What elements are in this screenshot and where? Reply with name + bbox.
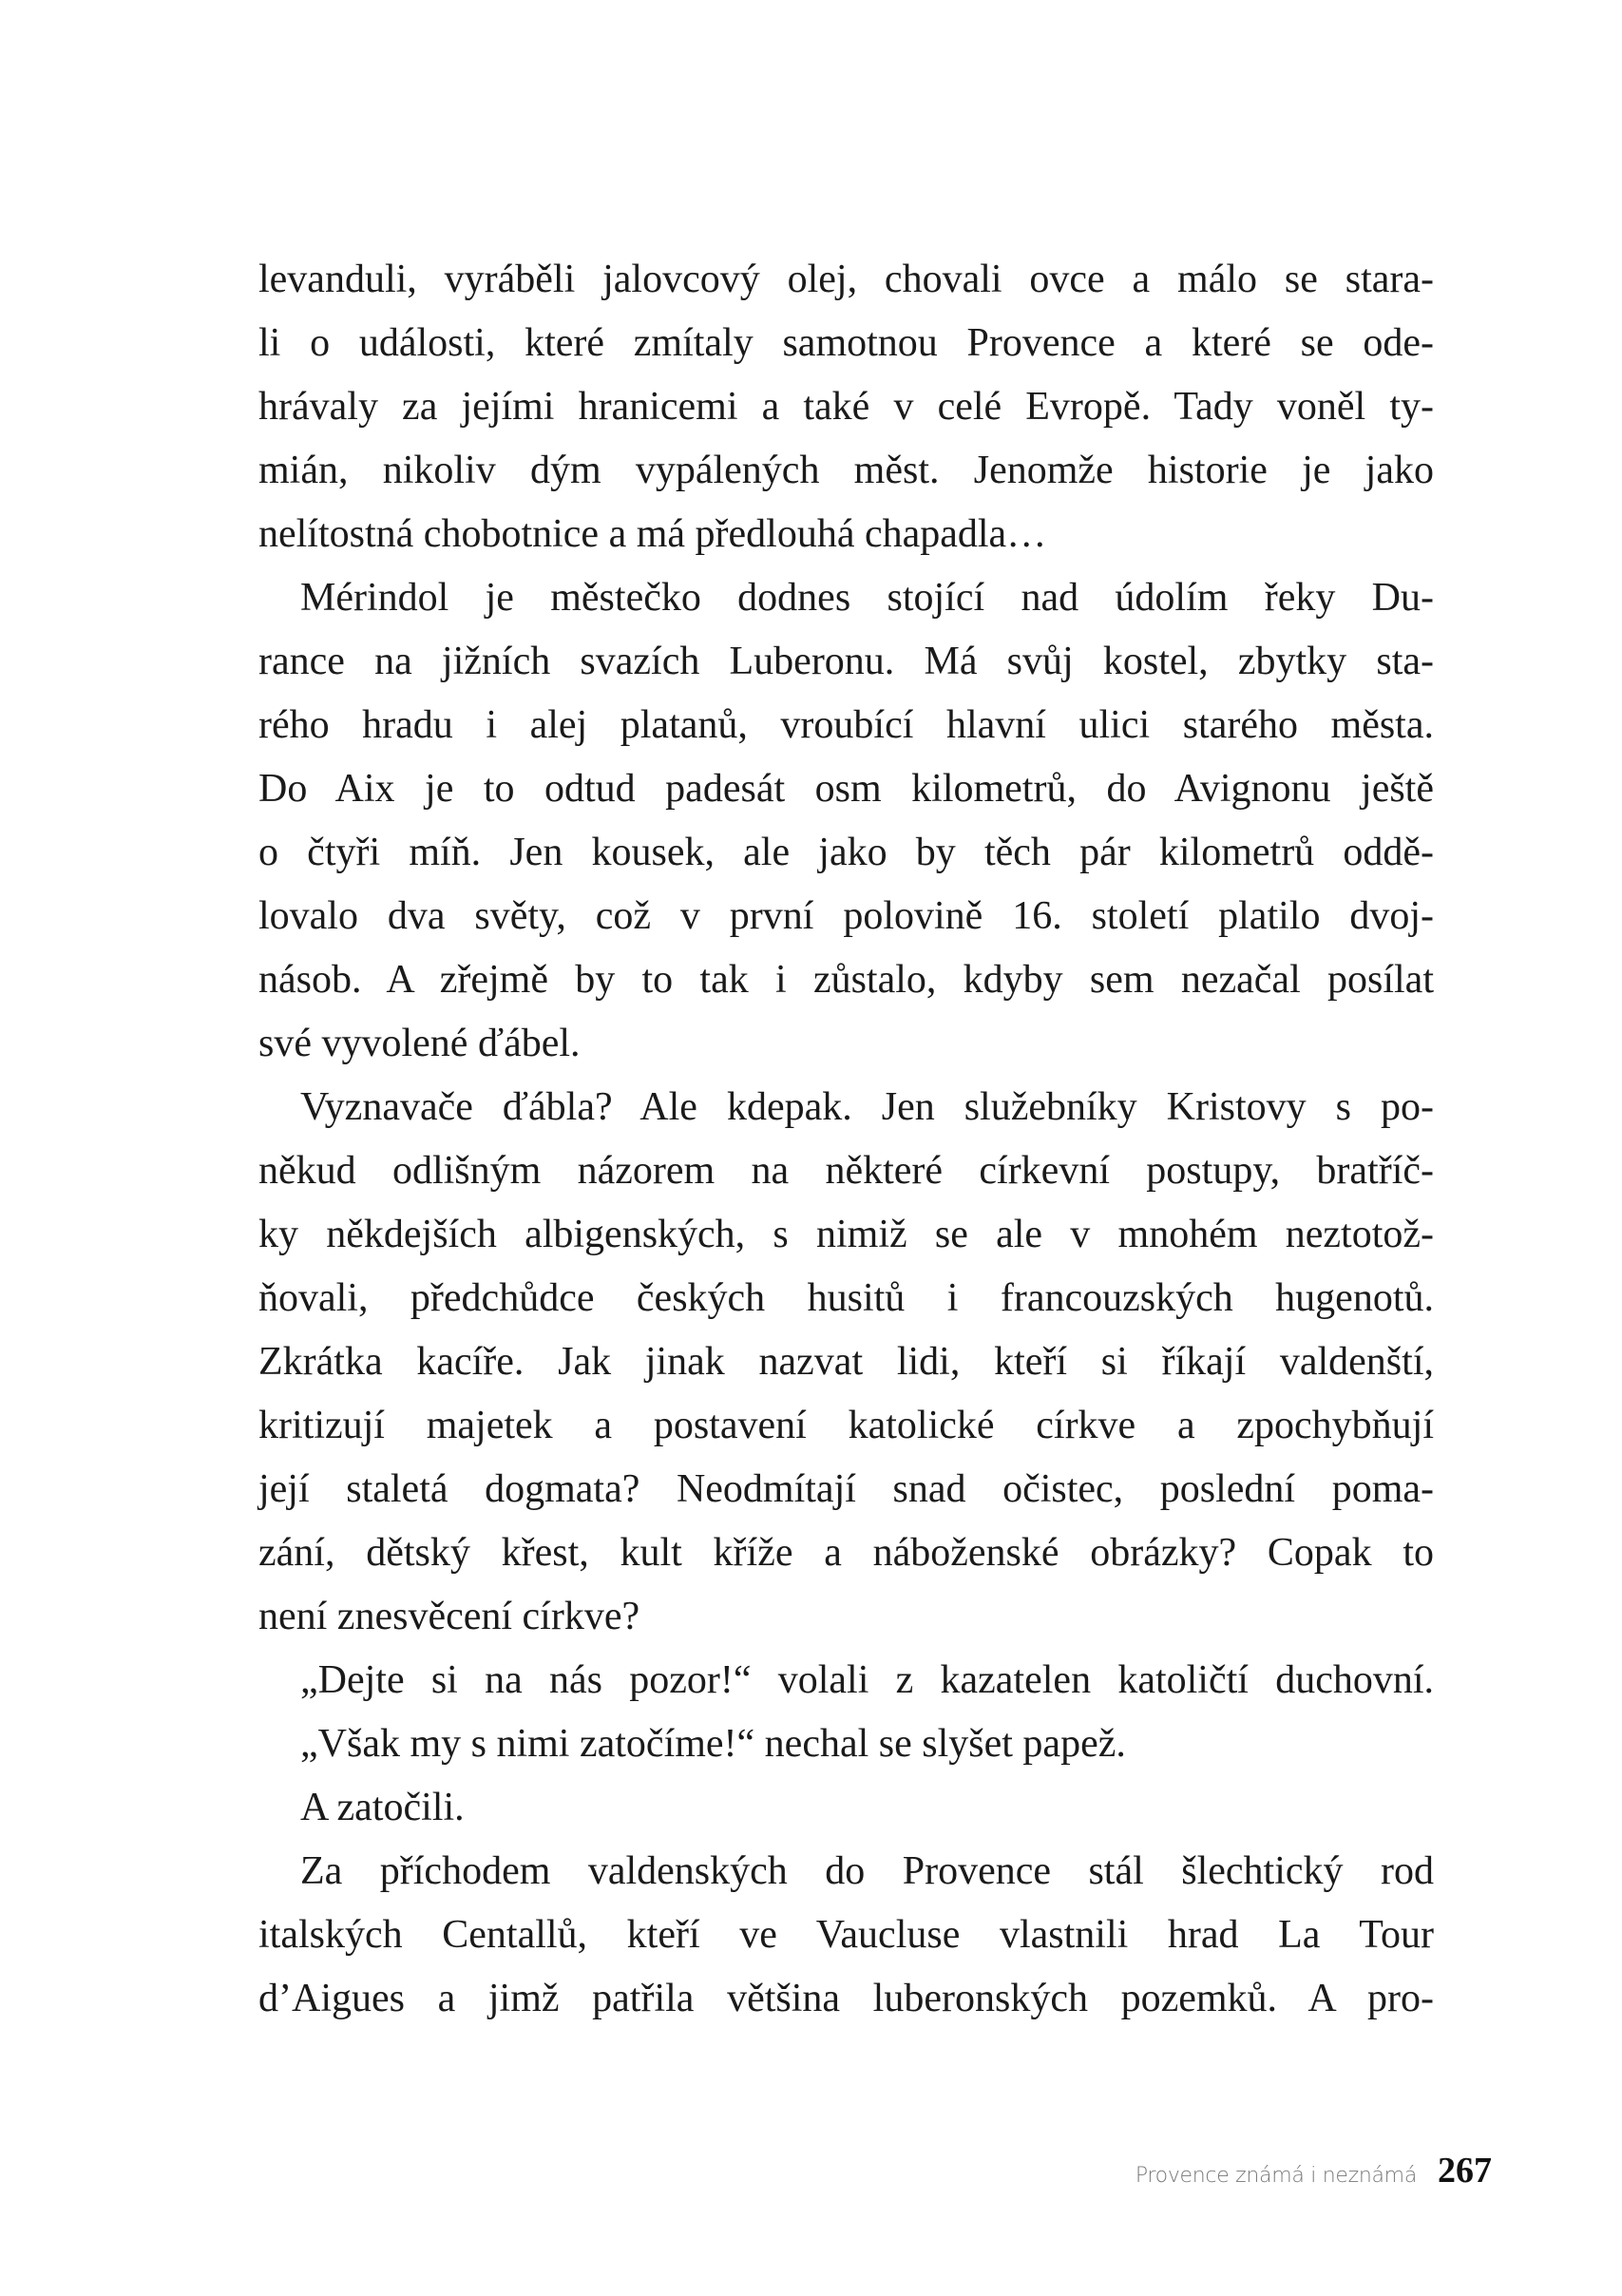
page-number: 267 bbox=[1438, 2151, 1492, 2191]
text-line: kritizují majetek a postavení katolické církve a zpochybňují bbox=[258, 1404, 1434, 1447]
text-line: Zkrátka kacíře. Jak jinak nazvat lidi, kteří si říkají valdenští, bbox=[258, 1340, 1434, 1384]
text-line: mián, nikoliv dým vypálených měst. Jenomže historie je jako bbox=[258, 449, 1434, 492]
paragraph bbox=[258, 1649, 1434, 1712]
text-line: Vyznavače ďábla? Ale kdepak. Jen služebníky Kristovy s po- bbox=[300, 1085, 1434, 1129]
text-line: její staletá dogmata? Neodmítají snad očistec, poslední poma- bbox=[258, 1467, 1434, 1511]
body-text bbox=[258, 248, 1434, 2031]
running-title: Provence známá i neznámá bbox=[1135, 2164, 1417, 2188]
page-footer bbox=[1045, 2150, 1492, 2207]
text-line: li o události, které zmítaly samotnou Provence a které se ode- bbox=[258, 321, 1434, 365]
text-line: rance na jižních svazích Luberonu. Má svůj kostel, zbytky sta- bbox=[258, 640, 1434, 683]
text-line: o čtyři míň. Jen kousek, ale jako by těch pár kilometrů oddě- bbox=[258, 831, 1434, 874]
text-line: ky někdejších albigenských, s nimiž se ale v mnohém neztotož- bbox=[258, 1213, 1434, 1256]
text-line: zání, dětský křest, kult kříže a náboženské obrázky? Copak to bbox=[258, 1531, 1434, 1575]
text-line: hrávaly za jejími hranicemi a také v celé Evropě. Tady voněl ty- bbox=[258, 385, 1434, 429]
text-line: „Dejte si na nás pozor!“ volali z kazatelen katoličtí duchovní. bbox=[300, 1658, 1434, 1702]
text-line: A zatočili. bbox=[300, 1786, 465, 1829]
text-line: „Však my s nimi zatočíme!“ nechal se slyšet papež. bbox=[300, 1722, 1126, 1766]
text-line: někud odlišným názorem na některé církevní postupy, bratříč- bbox=[258, 1149, 1434, 1193]
paragraph bbox=[258, 1776, 1434, 1840]
text-line: Za příchodem valdenských do Provence stál šlechtický rod bbox=[300, 1849, 1434, 1893]
text-line: d’Aigues a jimž patřila většina luberonských pozemků. A pro- bbox=[258, 1977, 1434, 2020]
text-line: nelítostná chobotnice a má předlouhá chapadla… bbox=[258, 512, 1047, 556]
text-line: Mérindol je městečko dodnes stojící nad údolím řeky Du- bbox=[300, 576, 1434, 620]
text-line: své vyvolené ďábel. bbox=[258, 1022, 581, 1065]
text-line: lovalo dva světy, což v první polovině 16. století platilo dvoj- bbox=[258, 894, 1434, 938]
text-line: není znesvěcení církve? bbox=[258, 1595, 640, 1638]
paragraph bbox=[258, 1840, 1434, 2031]
text-line: italských Centallů, kteří ve Vaucluse vlastnili hrad La Tour bbox=[258, 1913, 1434, 1957]
text-line: Do Aix je to odtud padesát osm kilometrů, do Avignonu ještě bbox=[258, 767, 1434, 811]
text-line: levanduli, vyráběli jalovcový olej, chovali ovce a málo se stara- bbox=[258, 258, 1434, 301]
paragraph bbox=[258, 1712, 1434, 1776]
paragraph bbox=[258, 566, 1434, 1076]
text-line: rého hradu i alej platanů, vroubící hlavní ulici starého města. bbox=[258, 703, 1434, 747]
paragraph bbox=[258, 1076, 1434, 1649]
text-line: ňovali, předchůdce českých husitů i francouzských hugenotů. bbox=[258, 1276, 1434, 1320]
text-line: násob. A zřejmě by to tak i zůstalo, kdyby sem nezačal posílat bbox=[258, 958, 1434, 1002]
paragraph bbox=[258, 248, 1434, 566]
